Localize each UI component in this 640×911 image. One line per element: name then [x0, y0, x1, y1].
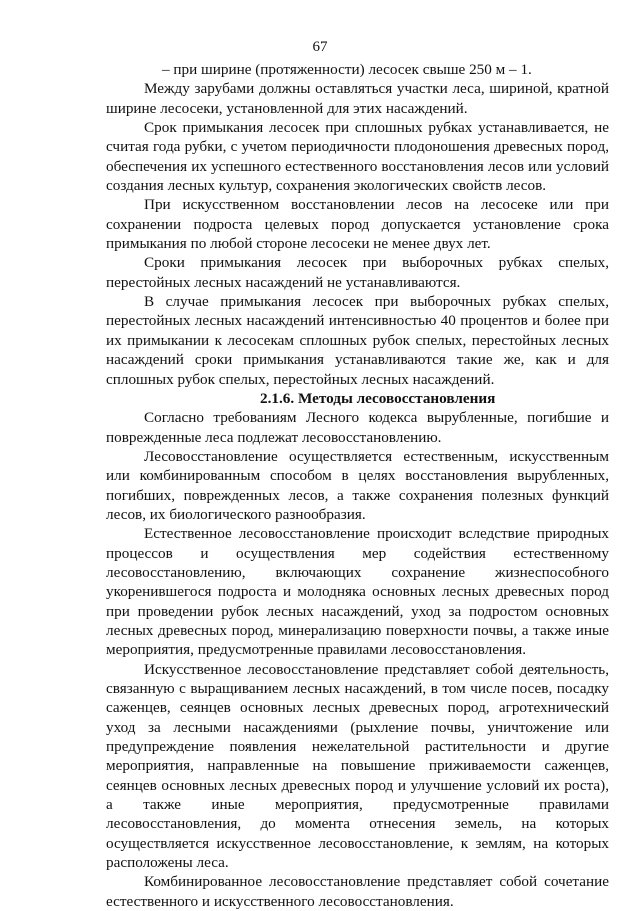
paragraph: В случае примыкания лесосек при выборочных рубках спелых, перестойных лесных насаждений интенсивностью 40 процентов и более при их примыкании к лесосекам сплошных рубок спелых, перестойных лесных насаждений сроки примыкания устанавливаются такие же, как и для сплошных рубок спелых, перестойных лесных насаждений.: [106, 293, 609, 388]
document-body: [106, 60, 609, 911]
paragraph: Лесовосстановление осуществляется естественным, искусственным или комбинированным способом в целях восстановления вырубленных, погибших, поврежденных лесов, а также сохранения полезных функций лесов, их биологического разнообразия.: [106, 447, 609, 523]
paragraph: Естественное лесовосстановление происходит вследствие природных процессов и осуществления мер содействия естественному лесовосстановлению, включающих сохранение жизнеспособного укоренившегося подроста и молодняка основных лесных древесных пород при проведении рубок лесных насаждений, уход за подростом основных лесных древесных пород, минерализацию поверхности почвы, а также иные мероприятия, предусмотренные правилами лесовосстановления.: [106, 525, 609, 659]
page-number: 67: [312, 39, 328, 55]
paragraph: При искусственном восстановлении лесов на лесосеке или при сохранении подроста целевых пород допускается установление срока примыкания по любой стороне лесосеки не менее двух лет.: [106, 196, 609, 253]
paragraph-dash-item: – при ширине (протяженности) лесосек свыше 250 м – 1.: [162, 61, 532, 78]
paragraph: Согласно требованиям Лесного кодекса вырубленные, погибшие и поврежденные леса подлежат лесовосстановлению.: [106, 409, 609, 446]
paragraph: Искусственное лесовосстановление представляет собой деятельность, связанную с выращиванием лесных насаждений, в том числе посев, посадку саженцев, сеянцев основных лесных древесных пород, агротехнический уход за лесными насаждениями (рыхление почвы, уничтожение или предупреждение появления нежелательной растительности и другие мероприятия, направленные на повышение приживаемости саженцев, сеянцев основных лесных древесных пород и улучшение условий их роста), а также иные мероприятия, предусмотренные правилами лесовосстановления, до момента отнесения земель, на которых осуществляется искусственное лесовосстановление, к землям, на которых расположены леса.: [106, 660, 609, 872]
section-heading: 2.1.6. Методы лесовосстановления: [260, 389, 496, 407]
paragraph: Срок примыкания лесосек при сплошных рубках устанавливается, не считая года рубки, с учетом периодичности плодоношения древесных пород, обеспечения их успешного естественного восстановления лесов или условий создания лесных культур, сохранения экологических свойств лесов.: [106, 119, 609, 195]
paragraph: Комбинированное лесовосстановление представляет собой сочетание естественного и искусственного лесовосстановления.: [106, 873, 609, 910]
paragraph: Между зарубами должны оставляться участки леса, шириной, кратной ширине лесосеки, установленной для этих насаждений.: [106, 80, 609, 117]
paragraph: Сроки примыкания лесосек при выборочных рубках спелых, перестойных лесных насаждений не устанавливаются.: [106, 254, 609, 291]
